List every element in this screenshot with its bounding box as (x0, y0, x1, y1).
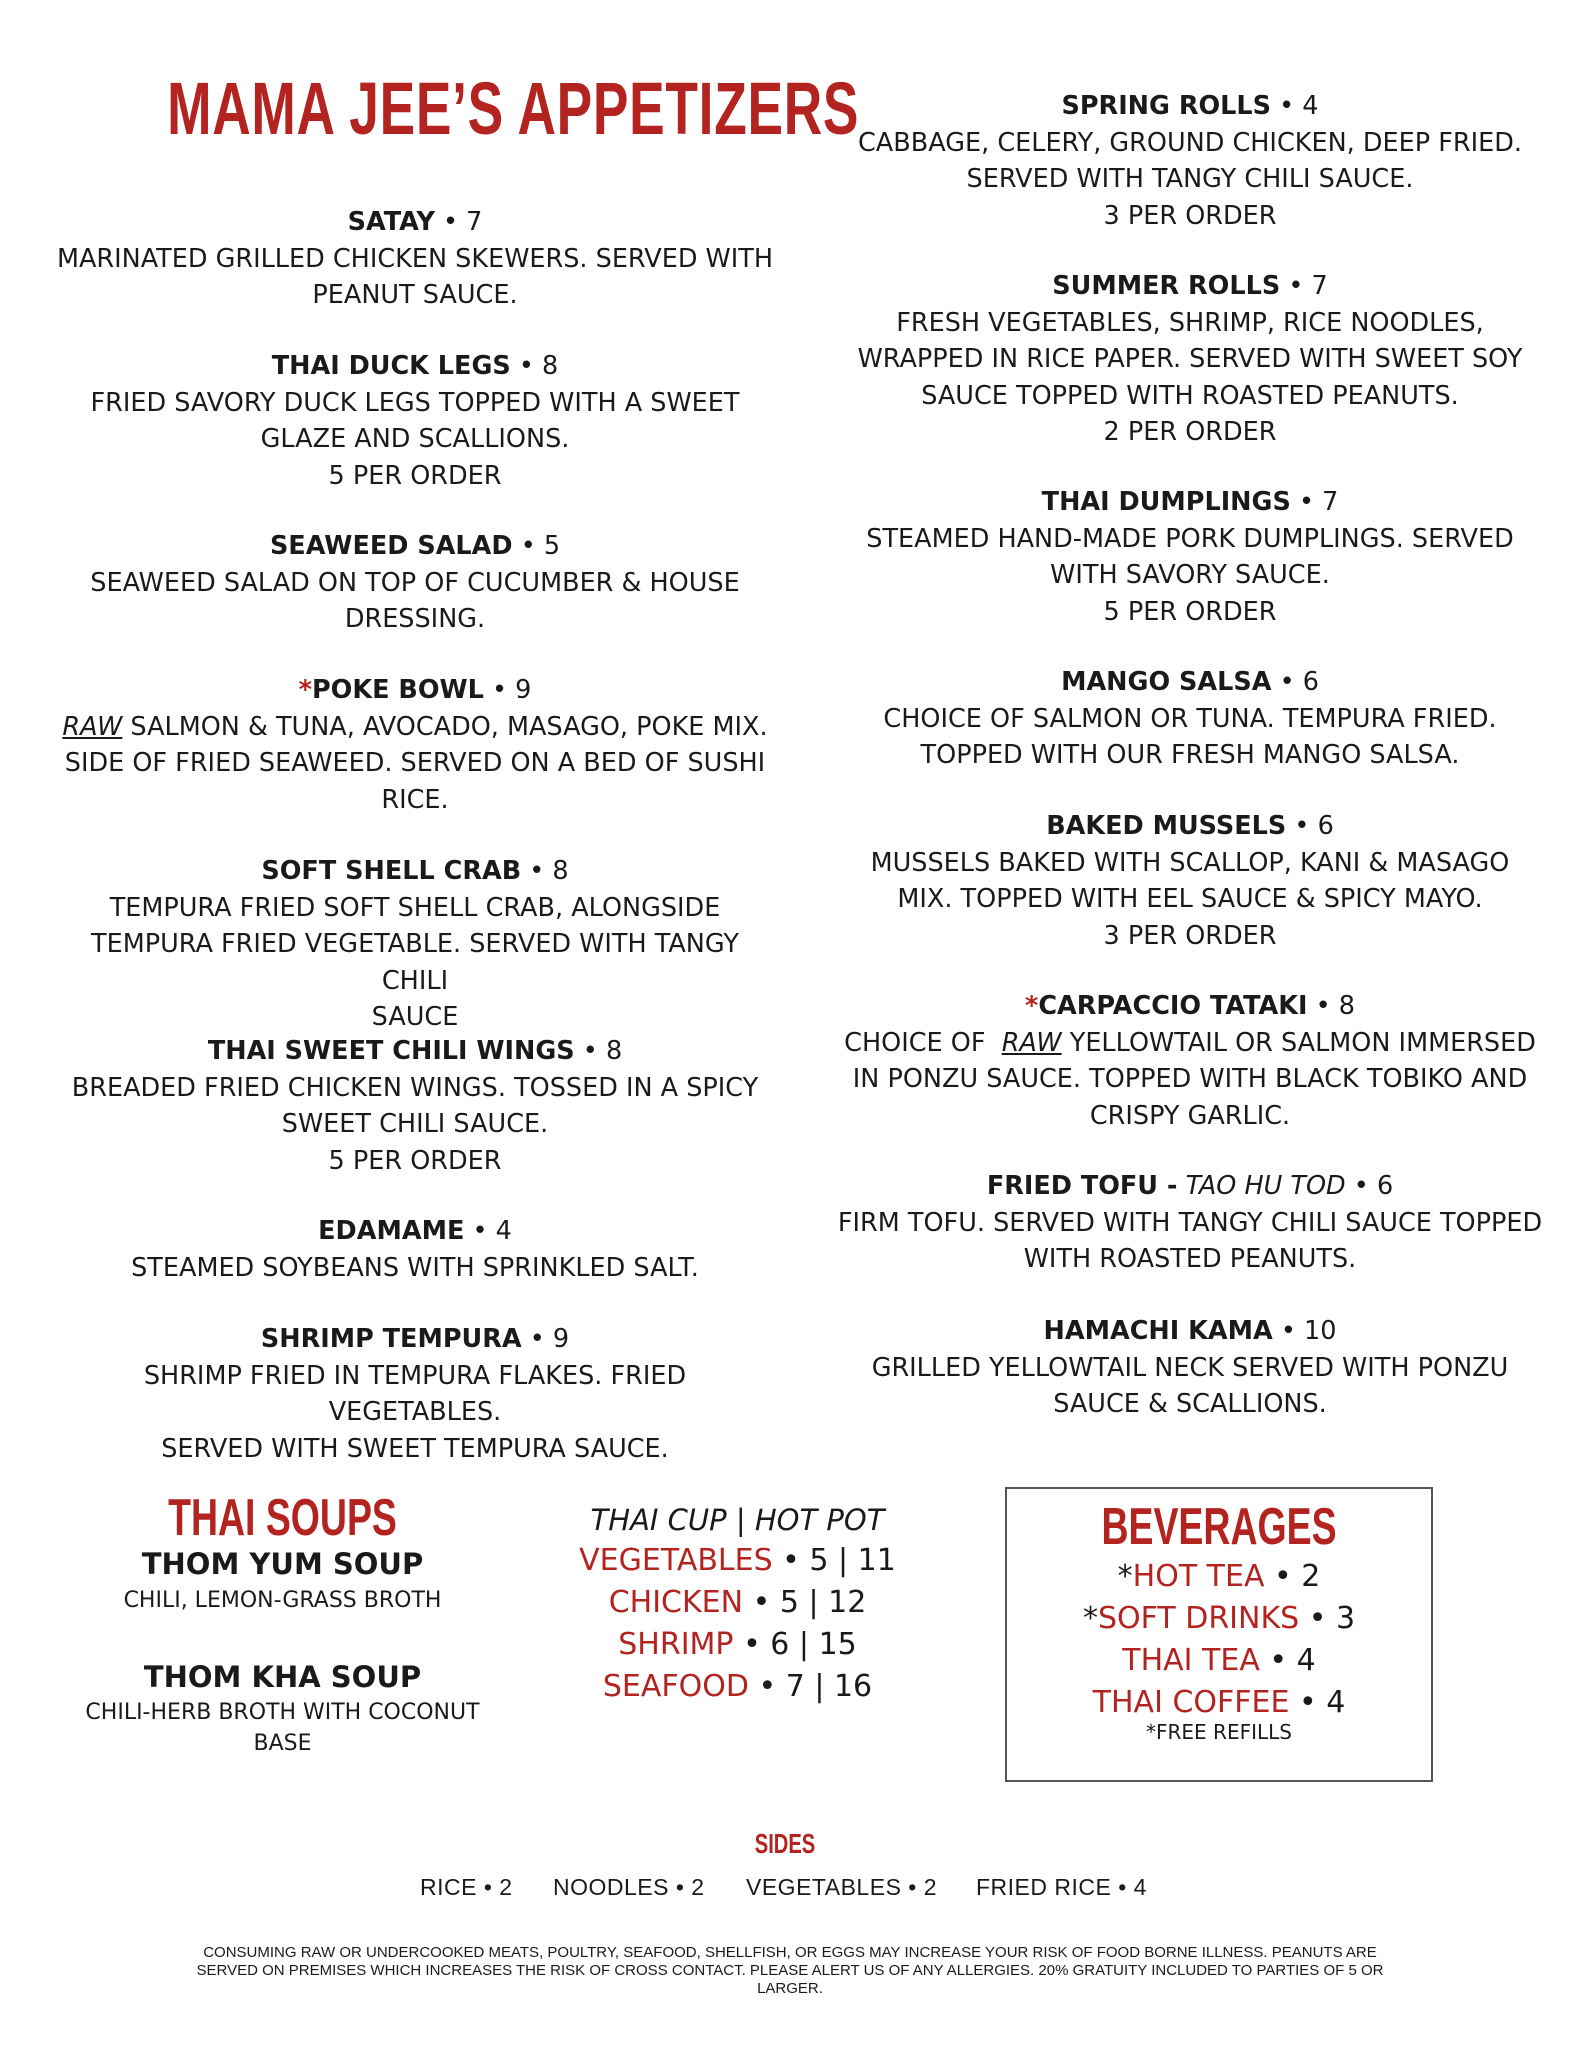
beverage-item (1007, 1685, 1431, 1720)
menu-item-description-line: WRAPPED IN RICE PAPER. SERVED WITH SWEET SOY (857, 344, 1523, 374)
soup-option (560, 1669, 915, 1704)
beverage-name: SOFT DRINKS (1097, 1601, 1300, 1636)
raw-star-marker: * (298, 675, 312, 705)
menu-item-description-line: FIRM TOFU. SERVED WITH TANGY CHILI SAUCE TOPPED (837, 1207, 1543, 1238)
menu-item-name: POKE BOWL (311, 675, 484, 705)
menu-item-heading (830, 1313, 1550, 1350)
soup-name-1: THOM YUM SOUP (141, 1547, 424, 1581)
soup-size-header: THAI CUP | HOT POT (590, 1503, 885, 1537)
menu-item-heading (830, 664, 1550, 701)
soup-option-name: SEAFOOD (602, 1669, 749, 1704)
menu-item-description-line: MARINATED GRILLED CHICKEN SKEWERS. SERVED WITH (56, 243, 774, 274)
menu-item-description-line: SEAWEED SALAD ON TOP OF CUCUMBER & HOUSE (90, 567, 740, 598)
menu-item-description-line: SAUCE & SCALLIONS. (1053, 1389, 1327, 1419)
menu-item-description-line: GLAZE AND SCALLIONS. (260, 424, 570, 454)
menu-item (830, 268, 1550, 451)
menu-item (830, 808, 1550, 954)
menu-item-description-line: FRIED SAVORY DUCK LEGS TOPPED WITH A SWEET (90, 387, 740, 418)
menu-item-description-line: 5 PER ORDER (328, 460, 502, 491)
menu-item-price: • 7 (1298, 487, 1339, 517)
beverages-note: *FREE REFILLS (1146, 1720, 1292, 1744)
beverage-name: THAI COFFEE (1092, 1685, 1290, 1720)
raw-warning-word: RAW (1001, 1027, 1062, 1058)
menu-item-description-line: PEANUT SAUCE. (312, 280, 518, 310)
page-title: MAMA JEE’S APPETIZERS (167, 67, 860, 150)
menu-item-name: THAI DUCK LEGS (271, 351, 511, 381)
menu-item-description-line: DRESSING. (344, 604, 486, 634)
beverage-price: • 4 (1289, 1685, 1346, 1720)
menu-item-price: • 6 (1353, 1171, 1394, 1201)
menu-item-heading (830, 1168, 1550, 1205)
menu-item-description-line: CRISPY GARLIC. (1089, 1100, 1291, 1131)
menu-item-description-line (830, 1025, 1550, 1062)
soup-option-name: SHRIMP (618, 1627, 734, 1662)
menu-item-description-line: WITH SAVORY SAUCE. (1050, 560, 1330, 590)
menu-item (830, 664, 1550, 774)
menu-item-name: THAI SWEET CHILI WINGS (207, 1036, 575, 1066)
side-item-noodles: NOODLES • 2 (553, 1874, 705, 1900)
menu-item-name: SOFT SHELL CRAB (261, 856, 522, 886)
soup-option (560, 1543, 915, 1578)
beverages-box (1005, 1487, 1433, 1782)
menu-item-name: FRIED TOFU - (986, 1171, 1178, 1201)
description-text: SALMON & TUNA, AVOCADO, MASAGO, POKE MIX. (122, 711, 768, 742)
menu-item-description-line: CABBAGE, CELERY, GROUND CHICKEN, DEEP FRIED. (858, 127, 1522, 158)
free-refill-marker: * (1117, 1559, 1133, 1594)
menu-item-price: • 6 (1279, 667, 1319, 697)
menu-item-heading (830, 88, 1550, 125)
menu-item-description-line: 3 PER ORDER (1103, 200, 1277, 231)
beverage-name: HOT TEA (1132, 1559, 1265, 1594)
menu-item-description-line: IN PONZU SAUCE. TOPPED WITH BLACK TOBIKO AND (852, 1064, 1528, 1094)
beverages-title: BEVERAGES (1101, 1498, 1337, 1556)
menu-item-price: • 4 (472, 1216, 512, 1246)
menu-item-description-line: TEMPURA FRIED SOFT SHELL CRAB, ALONGSIDE (109, 892, 721, 923)
soup-desc-2-line-2: BASE (253, 1731, 312, 1756)
menu-item-price: • 10 (1280, 1316, 1337, 1346)
menu-item-price: • 8 (518, 351, 559, 381)
menu-item-description-line: MIX. TOPPED WITH EEL SAUCE & SPICY MAYO. (897, 884, 1483, 914)
soup-desc-2 (70, 1697, 495, 1759)
menu-item-price: • 5 (520, 531, 561, 561)
menu-item-description-line: STEAMED SOYBEANS WITH SPRINKLED SALT. (131, 1252, 699, 1283)
menu-item (830, 988, 1550, 1134)
soup-options (560, 0, 915, 1800)
free-refill-marker: * (1082, 1601, 1098, 1636)
menu-item-name: SPRING ROLLS (1061, 91, 1272, 121)
menu-item-name: SUMMER ROLLS (1052, 271, 1281, 301)
beverage-item (1007, 1559, 1431, 1594)
menu-item-price: • 9 (529, 1324, 570, 1354)
menu-item-description-line: 2 PER ORDER (1103, 417, 1277, 447)
menu-item-price: • 7 (1288, 271, 1328, 301)
menu-item-description-line: SWEET CHILI SAUCE. (281, 1109, 549, 1139)
menu-item-description-line: TEMPURA FRIED VEGETABLE. SERVED WITH TANGY CHILI (91, 929, 739, 996)
menu-item-description-line: MUSSELS BAKED WITH SCALLOP, KANI & MASAGO (870, 847, 1510, 878)
menu-item-heading (830, 988, 1550, 1025)
menu-item-price: • 8 (582, 1036, 623, 1066)
soups-title: THAI SOUPS (168, 1489, 397, 1547)
menu-item (830, 1168, 1550, 1278)
menu-item-description-line: WITH ROASTED PEANUTS. (1023, 1244, 1357, 1274)
menu-item-heading (830, 808, 1550, 845)
menu-item-description-line: CHOICE OF SALMON OR TUNA. TEMPURA FRIED. (883, 703, 1497, 734)
menu-item-description-line: SAUCE TOPPED WITH ROASTED PEANUTS. (921, 380, 1459, 411)
menu-item-description-line: 3 PER ORDER (1103, 920, 1277, 951)
soup-desc-2-line-1: CHILI-HERB BROTH WITH COCONUT (85, 1700, 480, 1725)
soup-option-price: • 6 | 15 (733, 1627, 857, 1662)
menu-item-name: MANGO SALSA (1061, 667, 1272, 697)
soup-name-2: THOM KHA SOUP (143, 1660, 422, 1694)
menu-item-price: • 4 (1279, 91, 1319, 121)
menu-item-name: EDAMAME (318, 1216, 465, 1246)
menu-item-name: BAKED MUSSELS (1046, 811, 1287, 841)
sides-title: SIDES (754, 1828, 816, 1859)
menu-item-description-line: SERVED WITH TANGY CHILI SAUCE. (966, 164, 1414, 194)
menu-item-description-line: FRESH VEGETABLES, SHRIMP, RICE NOODLES, (896, 307, 1484, 338)
raw-warning-word: RAW (62, 711, 123, 742)
menu-item-price: • 8 (1315, 991, 1356, 1021)
soup-desc-1: CHILI, LEMON-GRASS BROTH (123, 1588, 442, 1613)
menu-item (830, 484, 1550, 630)
menu-item-heading (830, 484, 1550, 521)
menu-item-description-line: GRILLED YELLOWTAIL NECK SERVED WITH PONZU (871, 1352, 1509, 1383)
menu-item-description-line: RICE. (381, 784, 449, 815)
menu-item (830, 1313, 1550, 1423)
menu-item-description-line: TOPPED WITH OUR FRESH MANGO SALSA. (920, 740, 1460, 770)
menu-item-name: SEAWEED SALAD (269, 531, 513, 561)
beverage-price: • 2 (1264, 1559, 1321, 1594)
menu-item-name: CARPACCIO TATAKI (1038, 991, 1308, 1021)
menu-item-description-line: SHRIMP FRIED IN TEMPURA FLAKES. FRIED VEGETABLES. (143, 1360, 687, 1427)
beverage-price: • 4 (1259, 1643, 1316, 1678)
side-item-rice: RICE • 2 (420, 1874, 513, 1900)
menu-item-description-line: SERVED WITH SWEET TEMPURA SAUCE. (161, 1433, 669, 1464)
soup-option-name: VEGETABLES (579, 1543, 773, 1578)
soup-option-price: • 5 | 12 (743, 1585, 867, 1620)
description-prefix: CHOICE OF (844, 1027, 1002, 1058)
menu-item-description-line: SIDE OF FRIED SEAWEED. SERVED ON A BED OF SUSHI (64, 748, 766, 778)
beverage-price: • 3 (1299, 1601, 1356, 1636)
menu-item-price: • 6 (1294, 811, 1334, 841)
menu-item-name: SHRIMP TEMPURA (260, 1324, 522, 1354)
menu-item-subname: TAO HU TOD (1177, 1171, 1346, 1201)
menu-item-price: • 7 (443, 207, 483, 237)
menu-item-heading (830, 268, 1550, 305)
description-text: YELLOWTAIL OR SALMON IMMERSED (1061, 1027, 1536, 1058)
soup-option-price: • 7 | 16 (748, 1669, 873, 1704)
raw-star-marker: * (1024, 991, 1039, 1021)
soup-option (560, 1627, 915, 1662)
menu-item-description-line: STEAMED HAND-MADE PORK DUMPLINGS. SERVED (866, 523, 1514, 554)
menu-item-price: • 9 (492, 675, 532, 705)
menu-item-name: THAI DUMPLINGS (1041, 487, 1291, 517)
menu-item-description-line: BREADED FRIED CHICKEN WINGS. TOSSED IN A SPICY (71, 1072, 759, 1103)
beverage-name: THAI TEA (1122, 1643, 1260, 1678)
beverage-item (1007, 1643, 1431, 1678)
menu-item-name: HAMACHI KAMA (1043, 1316, 1273, 1346)
menu-item-price: • 8 (529, 856, 569, 886)
soup-option-name: CHICKEN (608, 1585, 744, 1620)
soup-option-price: • 5 | 11 (772, 1543, 896, 1578)
side-item-fried-rice: FRIED RICE • 4 (976, 1874, 1147, 1900)
menu-item-description-line: SAUCE (371, 1002, 459, 1032)
side-item-vegetables: VEGETABLES • 2 (746, 1874, 938, 1900)
soup-option (560, 1585, 915, 1620)
disclaimer: CONSUMING RAW OR UNDERCOOKED MEATS, POULTRY, SEAFOOD, SHELLFISH, OR EGGS MAY INCREASE YOUR RISK OF FOOD BORNE ILLNESS. PEANUTS ARE SERVED ON PREMISES WHICH INCREASES THE RISK OF CROSS CONTACT. PLEASE ALERT US OF ANY ALLERGIES. 20% GRATUITY INCLUDED TO PARTIES OF 5 OR LARGER. (196, 1944, 1384, 1997)
menu-item-name: SATAY (347, 207, 435, 237)
menu-item (830, 88, 1550, 234)
beverage-item (1007, 1601, 1431, 1636)
menu-item-description-line: 5 PER ORDER (328, 1145, 502, 1176)
menu-item-description-line: 5 PER ORDER (1103, 596, 1277, 627)
